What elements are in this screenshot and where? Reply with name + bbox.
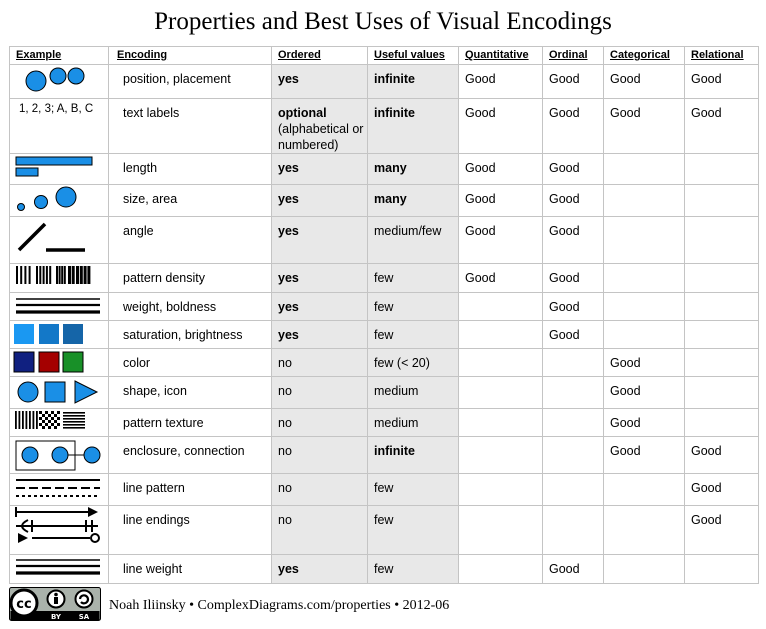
ordinal-cell: Good (543, 65, 604, 99)
ordered-cell (272, 154, 368, 185)
categorical-cell: Good (604, 409, 685, 437)
example-cell (10, 65, 109, 99)
encoding-cell (109, 264, 272, 293)
quantitative-cell (459, 293, 543, 321)
example-cell (10, 321, 109, 349)
ordinal-cell: Good (543, 264, 604, 293)
categorical-cell: Good (604, 349, 685, 377)
relational-cell (685, 409, 759, 437)
ordered-value: no (278, 384, 292, 398)
encoding-name: weight, boldness (123, 300, 217, 314)
col-relational: Relational (685, 47, 759, 65)
relational-cell: Good (685, 506, 759, 555)
creative-commons-by-sa-icon (9, 587, 101, 621)
encoding-cell (109, 474, 272, 506)
useful-values-value: few (374, 562, 394, 576)
table-row (10, 349, 759, 377)
ordered-value: yes (278, 328, 299, 342)
ordinal-cell (543, 377, 604, 409)
ordered-cell (272, 293, 368, 321)
categorical-cell (604, 293, 685, 321)
relational-cell: Good (685, 99, 759, 154)
ordered-cell (272, 321, 368, 349)
example-cell (10, 506, 109, 555)
line-weight-icon (10, 555, 108, 584)
relational-cell (685, 321, 759, 349)
categorical-cell (604, 264, 685, 293)
encoding-cell (109, 409, 272, 437)
relational-cell (685, 349, 759, 377)
ordered-value: yes (278, 224, 299, 238)
encoding-name: length (123, 161, 158, 175)
encoding-cell (109, 321, 272, 349)
example-cell (10, 264, 109, 293)
ordered-value: no (278, 416, 292, 430)
categorical-cell (604, 185, 685, 217)
table-row (10, 154, 759, 185)
quantitative-cell (459, 349, 543, 377)
table-row (10, 264, 759, 293)
table-row (10, 555, 759, 584)
example-cell (10, 437, 109, 474)
ordered-cell (272, 185, 368, 217)
useful-values-cell (368, 506, 459, 555)
useful-values-value: infinite (374, 444, 415, 458)
relational-cell (685, 293, 759, 321)
useful-values-value: medium (374, 384, 419, 398)
ordered-cell (272, 377, 368, 409)
col-categorical: Categorical (604, 47, 685, 65)
encoding-name: pattern density (123, 271, 205, 285)
example-cell (10, 185, 109, 217)
ordinal-cell: Good (543, 217, 604, 264)
example-cell (10, 377, 109, 409)
quantitative-cell: Good (459, 65, 543, 99)
categorical-cell: Good (604, 377, 685, 409)
ordered-cell (272, 474, 368, 506)
encoding-cell (109, 506, 272, 555)
ordered-cell (272, 506, 368, 555)
encoding-name: text labels (123, 106, 180, 120)
categorical-cell (604, 506, 685, 555)
ordered-cell (272, 99, 368, 154)
svg-text:cc: cc (16, 597, 32, 612)
relational-cell (685, 217, 759, 264)
ordered-cell (272, 217, 368, 264)
table-row (10, 65, 759, 99)
example-cell (10, 474, 109, 506)
encoding-name: shape, icon (123, 384, 187, 398)
useful-values-value: few (374, 300, 394, 314)
useful-values-cell (368, 349, 459, 377)
ordinal-cell: Good (543, 555, 604, 584)
encoding-name: line endings (123, 513, 190, 527)
encoding-cell (109, 185, 272, 217)
table-row (10, 437, 759, 474)
useful-values-cell (368, 217, 459, 264)
example-cell (10, 293, 109, 321)
encoding-name: size, area (123, 192, 178, 206)
table-row (10, 506, 759, 555)
quantitative-cell: Good (459, 185, 543, 217)
ordinal-cell (543, 437, 604, 474)
useful-values-value: many (374, 161, 407, 175)
encoding-name: pattern texture (123, 416, 204, 430)
color-icon (10, 349, 108, 377)
quantitative-cell (459, 377, 543, 409)
useful-values-cell (368, 185, 459, 217)
table-row (10, 293, 759, 321)
ordered-cell (272, 555, 368, 584)
useful-values-cell (368, 474, 459, 506)
table-row (10, 474, 759, 506)
angle-icon (10, 217, 108, 264)
line-pattern-icon (10, 474, 108, 506)
relational-cell (685, 185, 759, 217)
footer-credit: Noah Iliinsky • ComplexDiagrams.com/properties • 2012-06 (109, 598, 450, 613)
example-cell (10, 409, 109, 437)
page-title: Properties and Best Uses of Visual Encodings (154, 8, 612, 35)
useful-values-value: infinite (374, 72, 415, 86)
table-row (10, 99, 759, 154)
useful-values-value: many (374, 192, 407, 206)
useful-values-cell (368, 65, 459, 99)
quantitative-cell: Good (459, 154, 543, 185)
pattern-texture-icon (10, 409, 108, 437)
encoding-cell (109, 377, 272, 409)
encoding-name: angle (123, 224, 154, 238)
weight-icon (10, 293, 108, 321)
categorical-cell (604, 154, 685, 185)
useful-values-value: infinite (374, 106, 415, 120)
quantitative-cell (459, 506, 543, 555)
useful-values-cell (368, 321, 459, 349)
ordered-value: no (278, 513, 292, 527)
encoding-cell (109, 154, 272, 185)
useful-values-cell (368, 99, 459, 154)
encoding-name: color (123, 356, 151, 370)
col-ordinal: Ordinal (543, 47, 604, 65)
ordinal-cell (543, 506, 604, 555)
example-cell (10, 154, 109, 185)
col-ordered: Ordered (272, 47, 368, 65)
quantitative-cell: Good (459, 217, 543, 264)
ordered-cell (272, 349, 368, 377)
ordered-value: yes (278, 161, 299, 175)
ordered-value: optional (278, 106, 327, 120)
relational-cell: Good (685, 65, 759, 99)
categorical-cell (604, 555, 685, 584)
col-quantitative: Quantitative (459, 47, 543, 65)
col-example: Example (10, 47, 109, 65)
quantitative-cell: Good (459, 99, 543, 154)
quantitative-cell (459, 321, 543, 349)
saturation-icon (10, 321, 108, 349)
ordered-value: no (278, 481, 292, 495)
encoding-name: line weight (123, 562, 183, 576)
ordinal-cell: Good (543, 185, 604, 217)
useful-values-cell (368, 409, 459, 437)
ordered-cell (272, 409, 368, 437)
ordinal-cell (543, 409, 604, 437)
quantitative-cell (459, 555, 543, 584)
encoding-cell (109, 437, 272, 474)
useful-values-cell (368, 555, 459, 584)
svg-text:SA: SA (78, 613, 90, 621)
table-row (10, 217, 759, 264)
shape-icon (10, 377, 108, 409)
example-cell (10, 99, 109, 154)
categorical-cell (604, 217, 685, 264)
encoding-cell (109, 293, 272, 321)
encoding-name: position, placement (123, 72, 231, 86)
relational-cell (685, 154, 759, 185)
categorical-cell (604, 321, 685, 349)
example-cell (10, 555, 109, 584)
useful-values-value: few (< 20) (374, 356, 430, 370)
relational-cell: Good (685, 474, 759, 506)
ordered-value: yes (278, 300, 299, 314)
useful-values-value: few (374, 271, 394, 285)
ordinal-cell: Good (543, 154, 604, 185)
quantitative-cell (459, 474, 543, 506)
useful-values-value: few (374, 513, 394, 527)
useful-values-value: few (374, 481, 394, 495)
categorical-cell: Good (604, 437, 685, 474)
useful-values-cell (368, 377, 459, 409)
position-icon (10, 65, 108, 99)
categorical-cell: Good (604, 99, 685, 154)
ordered-cell (272, 264, 368, 293)
ordered-value: no (278, 356, 292, 370)
useful-values-value: medium (374, 416, 419, 430)
relational-cell: Good (685, 437, 759, 474)
pattern-density-icon (10, 264, 108, 293)
ordered-value: no (278, 444, 292, 458)
example-cell (10, 217, 109, 264)
ordinal-cell (543, 474, 604, 506)
encoding-name: line pattern (123, 481, 185, 495)
header-row (10, 47, 759, 65)
enclosure-icon (10, 437, 108, 474)
useful-values-cell (368, 293, 459, 321)
ordered-note: (alphabetical or numbered) (278, 122, 364, 152)
useful-values-cell (368, 264, 459, 293)
quantitative-cell (459, 409, 543, 437)
useful-values-cell (368, 154, 459, 185)
table-row (10, 377, 759, 409)
length-icon (10, 154, 108, 185)
col-useful-values: Useful values (368, 47, 459, 65)
ordered-value: yes (278, 192, 299, 206)
ordered-value: yes (278, 72, 299, 86)
useful-values-value: medium/few (374, 224, 442, 238)
relational-cell (685, 377, 759, 409)
quantitative-cell (459, 437, 543, 474)
encoding-cell (109, 65, 272, 99)
table-row (10, 321, 759, 349)
categorical-cell: Good (604, 65, 685, 99)
text-labels-icon: 1, 2, 3; A, B, C (19, 103, 94, 115)
ordinal-cell: Good (543, 293, 604, 321)
example-cell (10, 349, 109, 377)
relational-cell (685, 555, 759, 584)
line-endings-icon (10, 506, 108, 555)
encoding-name: saturation, brightness (123, 328, 243, 342)
relational-cell (685, 264, 759, 293)
ordinal-cell: Good (543, 99, 604, 154)
categorical-cell (604, 474, 685, 506)
useful-values-value: few (374, 328, 394, 342)
ordinal-cell (543, 349, 604, 377)
svg-text:BY: BY (50, 613, 62, 621)
ordered-cell (272, 437, 368, 474)
table-row (10, 409, 759, 437)
encoding-cell (109, 217, 272, 264)
useful-values-cell (368, 437, 459, 474)
col-encoding: Encoding (109, 47, 272, 65)
encoding-cell (109, 349, 272, 377)
ordinal-cell: Good (543, 321, 604, 349)
encodings-table (9, 46, 759, 584)
ordered-value: yes (278, 562, 299, 576)
ordered-value: yes (278, 271, 299, 285)
encoding-name: enclosure, connection (123, 444, 245, 458)
quantitative-cell: Good (459, 264, 543, 293)
size-icon (10, 185, 108, 217)
table-row (10, 185, 759, 217)
encoding-cell (109, 99, 272, 154)
encoding-cell (109, 555, 272, 584)
ordered-cell (272, 65, 368, 99)
